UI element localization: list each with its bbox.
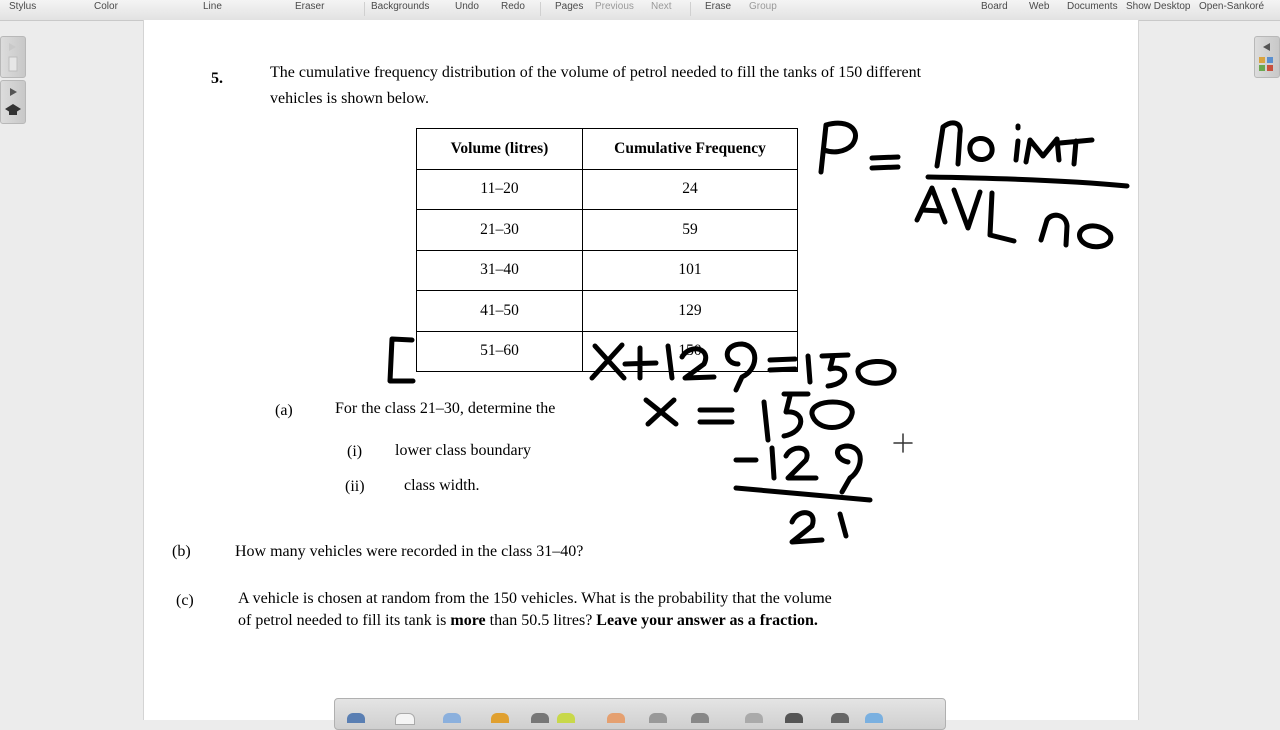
color-button[interactable]: Color: [94, 1, 118, 12]
highlighter-tool-icon[interactable]: [491, 713, 509, 723]
table-header-row: [417, 129, 798, 170]
hand-tool-icon[interactable]: [607, 713, 625, 723]
selector-tool-icon[interactable]: [531, 713, 549, 723]
main-toolbar: [0, 0, 1280, 21]
line-button[interactable]: Line: [203, 1, 222, 12]
zoom-out-icon[interactable]: [691, 713, 709, 723]
table-cell: 59: [583, 210, 798, 251]
marker-tool-icon[interactable]: [443, 713, 461, 723]
table-header-cell: Cumulative Frequency: [583, 129, 798, 170]
part-a-ii-label: (ii): [345, 478, 365, 495]
pages-button[interactable]: Pages: [555, 1, 584, 12]
features-icon: [1255, 37, 1279, 77]
eraser-tool-icon[interactable]: [395, 713, 415, 725]
backgrounds-button[interactable]: Backgrounds: [371, 1, 430, 12]
right-dock-features[interactable]: [1254, 36, 1280, 78]
part-c-line2-bold: more: [450, 612, 486, 629]
frequency-table: [416, 128, 798, 372]
table-cell: 31–40: [417, 250, 583, 291]
stylus-button[interactable]: Stylus: [9, 1, 37, 12]
left-dock-pages[interactable]: [0, 36, 26, 78]
part-a-i-text: lower class boundary: [395, 442, 531, 459]
part-a-label: (a): [275, 402, 293, 419]
graduation-cap-icon: [1, 81, 25, 123]
table-row: [417, 169, 798, 210]
table-cell: 51–60: [417, 331, 583, 372]
previous-button[interactable]: Previous: [595, 1, 634, 12]
show-desktop-button[interactable]: Show Desktop: [1126, 1, 1191, 12]
table-cell: 150: [583, 331, 798, 372]
erase-button[interactable]: Erase: [705, 1, 732, 12]
part-a-text: For the class 21–30, determine the: [335, 400, 556, 417]
table-cell: 11–20: [417, 169, 583, 210]
part-c-line2: [238, 612, 818, 630]
left-dock-library[interactable]: [0, 80, 26, 124]
line-tool-icon[interactable]: [785, 713, 803, 723]
eraser-button[interactable]: Eraser: [295, 1, 325, 12]
table-cell: 21–30: [417, 210, 583, 251]
table-row: [417, 250, 798, 291]
play-icon: [1, 37, 25, 77]
open-sankore-button[interactable]: Open-Sankoré: [1199, 1, 1265, 12]
part-c-label: (c): [176, 592, 194, 609]
redo-button[interactable]: Redo: [501, 1, 525, 12]
part-c-line2-a: of petrol needed to fill its tank is: [238, 612, 451, 629]
undo-button[interactable]: Undo: [455, 1, 479, 12]
part-a-i-label: (i): [347, 443, 363, 460]
pen-tool-icon[interactable]: [347, 713, 365, 723]
table-cell: 129: [583, 291, 798, 332]
part-c-line2-b: than 50.5 litres?: [485, 612, 597, 629]
part-c-line1: A vehicle is chosen at random from the 150 vehicles. What is the probability that the volume: [238, 590, 832, 607]
board-button[interactable]: Board: [981, 1, 1008, 12]
pointer-tool-icon[interactable]: [745, 713, 763, 723]
table-header-cell: Volume (litres): [417, 129, 583, 170]
web-button[interactable]: Web: [1029, 1, 1050, 12]
part-b-label: (b): [172, 543, 191, 560]
color-picker-icon[interactable]: [557, 713, 575, 723]
documents-button[interactable]: Documents: [1067, 1, 1118, 12]
table-row: [417, 291, 798, 332]
question-intro-line1: The cumulative frequency distribution of the volume of petrol needed to fill the tanks of 150 different: [270, 64, 922, 81]
table-row: [417, 331, 798, 372]
text-tool-icon[interactable]: [831, 713, 849, 723]
question-intro-line2: vehicles is shown below.: [270, 90, 429, 107]
table-cell: 41–50: [417, 291, 583, 332]
zoom-in-icon[interactable]: [649, 713, 667, 723]
table-cell: 24: [583, 169, 798, 210]
part-c-line2-bold2: Leave your answer as a fraction.: [596, 612, 818, 629]
question-number: 5.: [211, 70, 223, 87]
table-row: [417, 210, 798, 251]
bottom-tool-dock: [334, 698, 946, 730]
part-b-text: How many vehicles were recorded in the class 31–40?: [235, 543, 584, 560]
capture-tool-icon[interactable]: [865, 713, 883, 723]
table-cell: 101: [583, 250, 798, 291]
next-button[interactable]: Next: [651, 1, 672, 12]
group-button[interactable]: Group: [749, 1, 777, 12]
part-a-ii-text: class width.: [404, 477, 480, 494]
